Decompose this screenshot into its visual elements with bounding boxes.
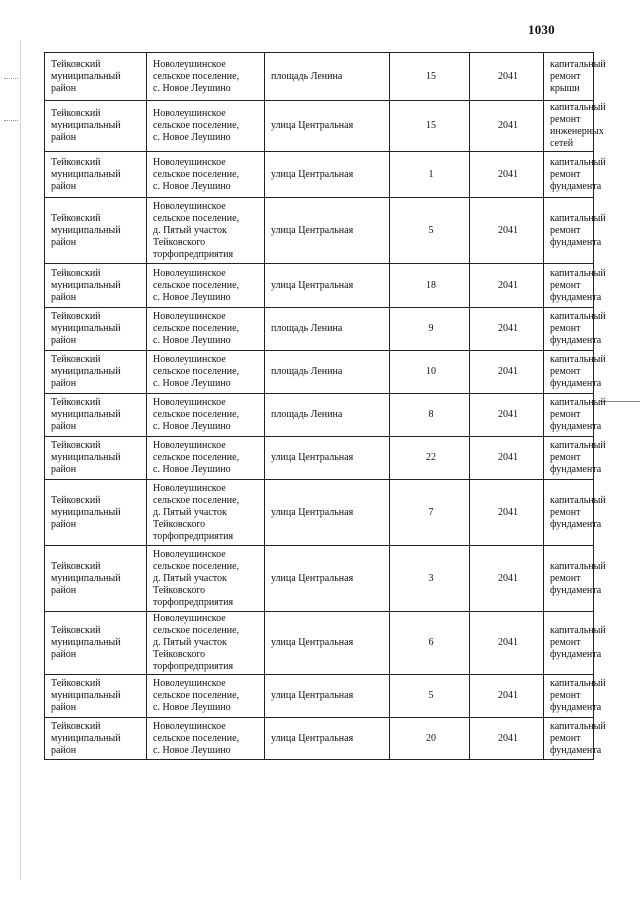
district-cell <box>45 394 147 437</box>
work-type-cell-text: капитальный ремонт фундамента <box>550 267 606 303</box>
year-cell <box>470 53 544 101</box>
district-cell <box>45 480 147 546</box>
work-type-cell <box>544 675 606 718</box>
year-cell-text: 2041 <box>498 120 518 131</box>
year-cell <box>470 152 544 198</box>
street-cell <box>265 546 390 612</box>
settlement-cell <box>147 152 265 198</box>
work-type-cell <box>544 437 606 480</box>
table-row <box>45 198 594 264</box>
table-row <box>45 101 594 152</box>
year-cell <box>470 264 544 308</box>
year-cell-text: 2041 <box>498 224 518 236</box>
work-type-cell-text: капитальный ремонт фундамента <box>550 354 606 389</box>
year-cell-text: 2041 <box>498 637 518 648</box>
street-cell <box>265 101 390 152</box>
house-number-cell <box>390 394 470 437</box>
street-cell-text: площадь Ленина <box>271 409 343 420</box>
district-cell-text: Тейковский муниципальный район <box>51 58 121 94</box>
street-cell-text: улица Центральная <box>271 120 354 131</box>
house-number-cell <box>390 675 470 718</box>
scan-edge-line <box>600 401 640 402</box>
settlement-cell-text: Новолеушинское сельское поселение, с. Новое Леушино <box>153 720 240 756</box>
settlement-cell <box>147 546 265 612</box>
year-cell <box>470 612 544 675</box>
settlement-cell <box>147 264 265 308</box>
settlement-cell <box>147 612 265 675</box>
house-number-cell-text: 9 <box>428 323 434 334</box>
year-cell-text: 2041 <box>498 452 518 463</box>
street-cell <box>265 53 390 101</box>
district-cell <box>45 152 147 198</box>
table-row <box>45 394 594 437</box>
scan-margin-mark <box>4 120 18 121</box>
settlement-cell <box>147 101 265 152</box>
district-cell-text: Тейковский муниципальный район <box>51 354 121 389</box>
year-cell-text: 2041 <box>498 168 518 180</box>
settlement-cell-text: Новолеушинское сельское поселение, с. Новое Леушино <box>153 440 240 475</box>
scan-margin-line <box>20 40 21 880</box>
year-cell <box>470 437 544 480</box>
registry-table-body <box>45 53 606 760</box>
street-cell <box>265 264 390 308</box>
work-type-cell-text: капитальный ремонт фундамента <box>550 397 606 432</box>
scan-margin-mark <box>4 78 18 79</box>
district-cell <box>45 198 147 264</box>
street-cell-text: улица Центральная <box>271 637 354 648</box>
street-cell-text: площадь Ленина <box>271 70 343 82</box>
work-type-cell <box>544 351 606 394</box>
settlement-cell-text: Новолеушинское сельское поселение, с. Новое Леушино <box>153 311 240 346</box>
work-type-cell-text: капитальный ремонт фундамента <box>550 678 606 713</box>
house-number-cell-text: 15 <box>426 70 436 82</box>
house-number-cell-text: 7 <box>428 506 434 518</box>
work-type-cell-text: капитальный ремонт фундамента <box>550 625 606 660</box>
table-row <box>45 53 594 101</box>
work-type-cell-text: капитальный ремонт инженерных сетей <box>550 102 606 149</box>
district-cell <box>45 308 147 351</box>
table-row <box>45 152 594 198</box>
district-cell-text: Тейковский муниципальный район <box>51 560 121 596</box>
year-cell-text: 2041 <box>498 690 518 701</box>
settlement-cell-text: Новолеушинское сельское поселение, д. Пятый участок Тейковского торфопредприятия <box>153 548 240 608</box>
settlement-cell-text: Новолеушинское сельское поселение, д. Пятый участок Тейковского торфопредприятия <box>153 200 240 260</box>
settlement-cell <box>147 198 265 264</box>
street-cell <box>265 308 390 351</box>
work-type-cell-text: капитальный ремонт фундамента <box>550 311 606 346</box>
house-number-cell-text: 1 <box>428 168 434 180</box>
street-cell <box>265 480 390 546</box>
work-type-cell-text: капитальный ремонт крыши <box>550 58 606 94</box>
year-cell <box>470 198 544 264</box>
house-number-cell-text: 20 <box>426 732 436 744</box>
district-cell-text: Тейковский муниципальный район <box>51 440 121 475</box>
year-cell <box>470 394 544 437</box>
settlement-cell <box>147 480 265 546</box>
house-number-cell <box>390 101 470 152</box>
settlement-cell <box>147 53 265 101</box>
house-number-cell <box>390 480 470 546</box>
work-type-cell <box>544 53 606 101</box>
settlement-cell <box>147 394 265 437</box>
district-cell <box>45 351 147 394</box>
house-number-cell <box>390 546 470 612</box>
page-number: 1030 <box>528 22 555 37</box>
street-cell-text: улица Центральная <box>271 732 354 744</box>
street-cell-text: улица Центральная <box>271 690 354 701</box>
work-type-cell <box>544 101 606 152</box>
house-number-cell-text: 5 <box>428 224 434 236</box>
district-cell-text: Тейковский муниципальный район <box>51 720 121 756</box>
work-type-cell-text: капитальный ремонт фундамента <box>550 494 606 530</box>
street-cell-text: площадь Ленина <box>271 366 343 377</box>
street-cell <box>265 394 390 437</box>
district-cell-text: Тейковский муниципальный район <box>51 156 121 192</box>
year-cell-text: 2041 <box>498 572 518 584</box>
year-cell <box>470 480 544 546</box>
street-cell-text: улица Центральная <box>271 506 354 518</box>
table-row <box>45 675 594 718</box>
year-cell <box>470 101 544 152</box>
settlement-cell <box>147 351 265 394</box>
year-cell-text: 2041 <box>498 279 518 291</box>
house-number-cell <box>390 718 470 760</box>
district-cell <box>45 437 147 480</box>
table-row <box>45 437 594 480</box>
year-cell-text: 2041 <box>498 323 518 334</box>
street-cell <box>265 198 390 264</box>
year-cell <box>470 308 544 351</box>
street-cell-text: улица Центральная <box>271 572 354 584</box>
year-cell-text: 2041 <box>498 366 518 377</box>
street-cell-text: площадь Ленина <box>271 323 343 334</box>
house-number-cell-text: 3 <box>428 572 434 584</box>
year-cell-text: 2041 <box>498 732 518 744</box>
district-cell-text: Тейковский муниципальный район <box>51 108 121 143</box>
house-number-cell <box>390 152 470 198</box>
district-cell-text: Тейковский муниципальный район <box>51 311 121 346</box>
district-cell-text: Тейковский муниципальный район <box>51 267 121 303</box>
house-number-cell <box>390 308 470 351</box>
year-cell-text: 2041 <box>498 409 518 420</box>
year-cell <box>470 675 544 718</box>
settlement-cell <box>147 437 265 480</box>
work-type-cell <box>544 152 606 198</box>
settlement-cell-text: Новолеушинское сельское поселение, с. Новое Леушино <box>153 678 240 713</box>
district-cell-text: Тейковский муниципальный район <box>51 397 121 432</box>
house-number-cell-text: 22 <box>426 452 436 463</box>
district-cell <box>45 675 147 718</box>
street-cell-text: улица Центральная <box>271 168 354 180</box>
settlement-cell-text: Новолеушинское сельское поселение, с. Новое Леушино <box>153 58 240 94</box>
settlement-cell-text: Новолеушинское сельское поселение, с. Новое Леушино <box>153 156 240 192</box>
settlement-cell-text: Новолеушинское сельское поселение, с. Новое Леушино <box>153 267 240 303</box>
settlement-cell <box>147 675 265 718</box>
district-cell <box>45 546 147 612</box>
table-row <box>45 351 594 394</box>
work-type-cell <box>544 546 606 612</box>
district-cell <box>45 53 147 101</box>
house-number-cell <box>390 437 470 480</box>
district-cell-text: Тейковский муниципальный район <box>51 625 121 660</box>
street-cell <box>265 612 390 675</box>
house-number-cell-text: 18 <box>426 279 436 291</box>
work-type-cell <box>544 480 606 546</box>
work-type-cell-text: капитальный ремонт фундамента <box>550 440 606 475</box>
registry-table <box>44 52 606 760</box>
district-cell <box>45 264 147 308</box>
street-cell <box>265 718 390 760</box>
house-number-cell-text: 10 <box>426 366 436 377</box>
settlement-cell-text: Новолеушинское сельское поселение, с. Новое Леушино <box>153 108 240 143</box>
house-number-cell-text: 15 <box>426 120 436 131</box>
table-row <box>45 480 594 546</box>
year-cell <box>470 546 544 612</box>
work-type-cell <box>544 612 606 675</box>
house-number-cell <box>390 351 470 394</box>
street-cell <box>265 351 390 394</box>
year-cell-text: 2041 <box>498 506 518 518</box>
work-type-cell-text: капитальный ремонт фундамента <box>550 720 606 756</box>
house-number-cell-text: 6 <box>428 637 434 648</box>
house-number-cell-text: 8 <box>428 409 434 420</box>
house-number-cell-text: 5 <box>428 690 434 701</box>
house-number-cell <box>390 53 470 101</box>
house-number-cell <box>390 198 470 264</box>
district-cell <box>45 612 147 675</box>
year-cell <box>470 351 544 394</box>
table-row <box>45 612 594 675</box>
settlement-cell-text: Новолеушинское сельское поселение, д. Пятый участок Тейковского торфопредприятия <box>153 613 240 672</box>
house-number-cell <box>390 612 470 675</box>
street-cell-text: улица Центральная <box>271 452 354 463</box>
work-type-cell <box>544 308 606 351</box>
street-cell <box>265 675 390 718</box>
settlement-cell <box>147 718 265 760</box>
work-type-cell <box>544 198 606 264</box>
street-cell-text: улица Центральная <box>271 279 354 291</box>
settlement-cell-text: Новолеушинское сельское поселение, с. Новое Леушино <box>153 354 240 389</box>
district-cell-text: Тейковский муниципальный район <box>51 212 121 248</box>
table-row <box>45 264 594 308</box>
district-cell-text: Тейковский муниципальный район <box>51 678 121 713</box>
district-cell <box>45 101 147 152</box>
year-cell <box>470 718 544 760</box>
house-number-cell <box>390 264 470 308</box>
work-type-cell <box>544 264 606 308</box>
work-type-cell-text: капитальный ремонт фундамента <box>550 212 606 248</box>
settlement-cell <box>147 308 265 351</box>
street-cell <box>265 437 390 480</box>
district-cell-text: Тейковский муниципальный район <box>51 494 121 530</box>
table-row <box>45 308 594 351</box>
work-type-cell-text: капитальный ремонт фундамента <box>550 560 606 596</box>
work-type-cell <box>544 394 606 437</box>
street-cell <box>265 152 390 198</box>
work-type-cell <box>544 718 606 760</box>
work-type-cell-text: капитальный ремонт фундамента <box>550 156 606 192</box>
settlement-cell-text: Новолеушинское сельское поселение, с. Новое Леушино <box>153 397 240 432</box>
table-row <box>45 546 594 612</box>
year-cell-text: 2041 <box>498 70 518 82</box>
table-row <box>45 718 594 760</box>
settlement-cell-text: Новолеушинское сельское поселение, д. Пятый участок Тейковского торфопредприятия <box>153 482 240 542</box>
district-cell <box>45 718 147 760</box>
street-cell-text: улица Центральная <box>271 224 354 236</box>
